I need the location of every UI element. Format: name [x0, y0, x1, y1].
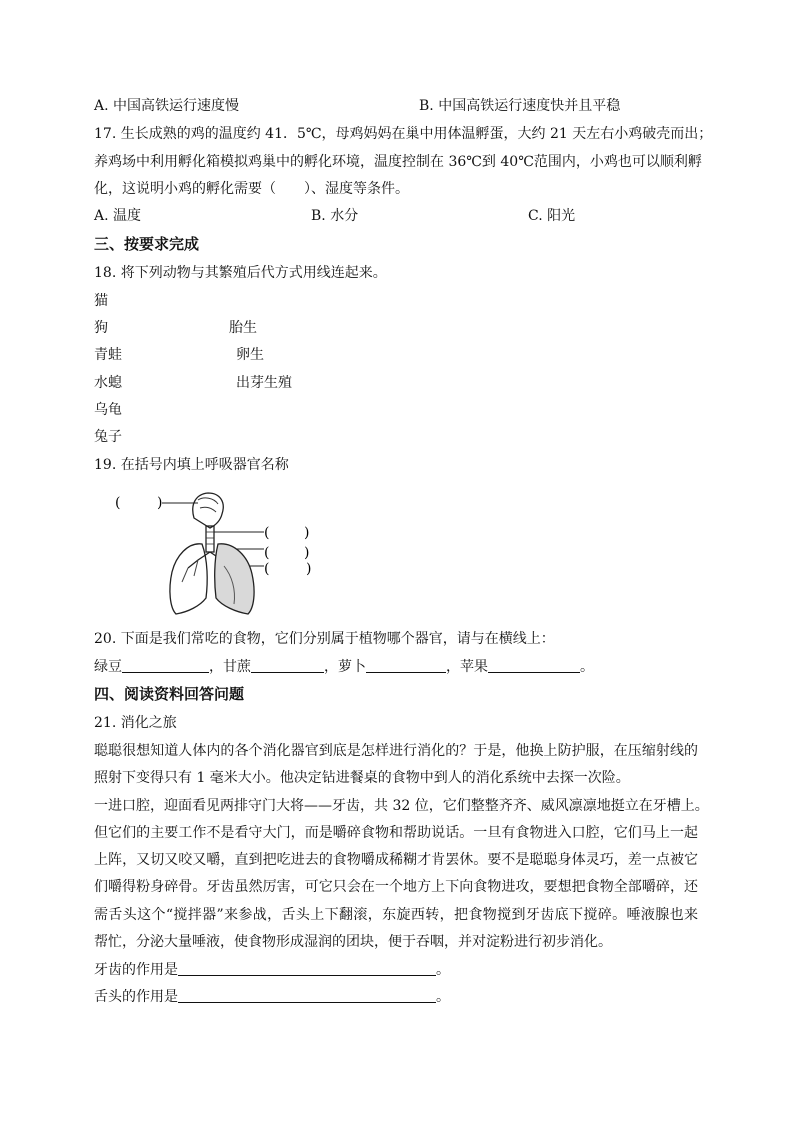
q20-blank-4[interactable]	[488, 658, 580, 673]
svg-text:): )	[306, 561, 312, 577]
q21-title: 21. 消化之旅	[94, 715, 177, 731]
bracket-label-lung: (	[264, 561, 270, 577]
q21-paragraph-2-line: 们嚼得粉身碎骨。牙齿虽然厉害，可它只会在一个地方上下向食物进攻，要想把食物全部嚼碎，还	[94, 879, 698, 895]
q17-line-3: 化，这说明小鸡的孵化需要（ ）、湿度等条件。	[94, 181, 409, 197]
q21-paragraph-2-line: 一进口腔，迎面看见两排守门大将——牙齿，共 32 位，它们整整齐齐、威风凛凛地挺立在牙槽上。	[94, 798, 709, 814]
q17-line-2: 养鸡场中利用孵化箱模拟鸡巢中的孵化环境，温度控制在 36℃到 40℃范围内，小鸡也可以顺利孵	[94, 154, 702, 170]
q18-animal: 乌龟	[94, 402, 122, 418]
svg-text:): )	[157, 495, 163, 511]
q21-tongue-label: 舌头的作用是	[94, 989, 178, 1005]
q20-prompt: 20. 下面是我们常吃的食物，它们分别属于植物哪个器官，请与在横线上：	[94, 631, 555, 647]
q20-blank-1[interactable]	[122, 658, 209, 673]
svg-text:): )	[304, 545, 310, 561]
q18-method: 出芽生殖	[236, 375, 292, 391]
q17-option-b: B. 水分	[311, 208, 359, 224]
section-4-heading: 四、阅读资料回答问题	[94, 685, 245, 703]
q18-method: 卵生	[236, 347, 264, 363]
q18-animal: 水螅	[94, 375, 122, 391]
q21-paragraph-1-line: 照射下变得只有 1 毫米大小。他决定钻进餐桌的食物中到人的消化系统中去探一次险。	[94, 770, 630, 786]
q17-option-c: C. 阳光	[528, 208, 576, 224]
q21-paragraph-2-line: 帮忙，分泌大量唾液，使食物形成湿润的团块，便于吞咽，并对淀粉进行初步消化。	[94, 934, 612, 950]
q18-animal: 狗	[94, 320, 108, 336]
bracket-label-trachea: (	[264, 525, 270, 541]
q18-prompt: 18. 将下列动物与其繁殖后代方式用线连起来。	[94, 265, 387, 281]
bracket-label-nasal: (	[115, 495, 121, 511]
q21-answer-teeth: 牙齿的作用是 。	[94, 962, 450, 978]
q20-blank-2[interactable]	[251, 658, 324, 673]
q20-item-apple: ，苹果	[446, 659, 488, 675]
section-3-heading: 三、按要求完成	[94, 235, 200, 253]
q18-animal: 兔子	[94, 429, 122, 445]
q16-option-a: A. 中国高铁运行速度慢	[94, 98, 240, 114]
q20-answer-line	[94, 658, 594, 676]
q19-prompt: 19. 在括号内填上呼吸器官名称	[94, 457, 289, 473]
q21-paragraph-2-line: 但它们的主要工作不是看守大门，而是嚼碎食物和帮助说话。一旦有食物进入口腔，它们马上一起	[94, 825, 698, 841]
q18-method: 胎生	[229, 320, 257, 336]
q20-end: 。	[580, 659, 594, 675]
q21-paragraph-2-line: 上阵，又切又咬又嚼，直到把吃进去的食物嚼成稀糊才肯罢休。要不是聪聪身体灵巧，差一点被它	[94, 852, 698, 868]
q20-item-sugarcane: ，甘蔗	[209, 659, 251, 675]
q18-animal: 青蛙	[94, 347, 122, 363]
q21-paragraph-2-line: 需舌头这个“搅拌器”来参战，舌头上下翻滚，东旋西转，把食物搅到牙齿底下搅碎。唾液腺也来	[94, 907, 698, 923]
q17-option-a: A. 温度	[94, 208, 142, 224]
respiratory-system-diagram	[112, 486, 324, 620]
q16-option-b: B. 中国高铁运行速度快并且平稳	[419, 98, 621, 114]
bracket-label-bronchus: (	[264, 545, 270, 561]
svg-text:): )	[304, 525, 310, 541]
q18-animal: 猫	[94, 293, 108, 309]
q20-item-radish: ，萝卜	[324, 659, 366, 675]
q17-line-1: 17. 生长成熟的鸡的温度约 41．5℃，母鸡妈妈在巢中用体温孵蛋，大约 21 天左右小鸡破壳而出；	[94, 126, 713, 142]
q21-answer-tongue: 舌头的作用是 。	[94, 989, 450, 1005]
q20-item-mung-bean: 绿豆	[94, 659, 122, 675]
q21-teeth-blank[interactable]	[178, 961, 436, 976]
q21-teeth-label: 牙齿的作用是	[94, 962, 178, 978]
q21-paragraph-1-line: 聪聪很想知道人体内的各个消化器官到底是怎样进行消化的？于是，他换上防护服，在压缩射线的	[94, 743, 698, 759]
q21-tongue-blank[interactable]	[178, 988, 436, 1003]
q20-blank-3[interactable]	[366, 658, 446, 673]
